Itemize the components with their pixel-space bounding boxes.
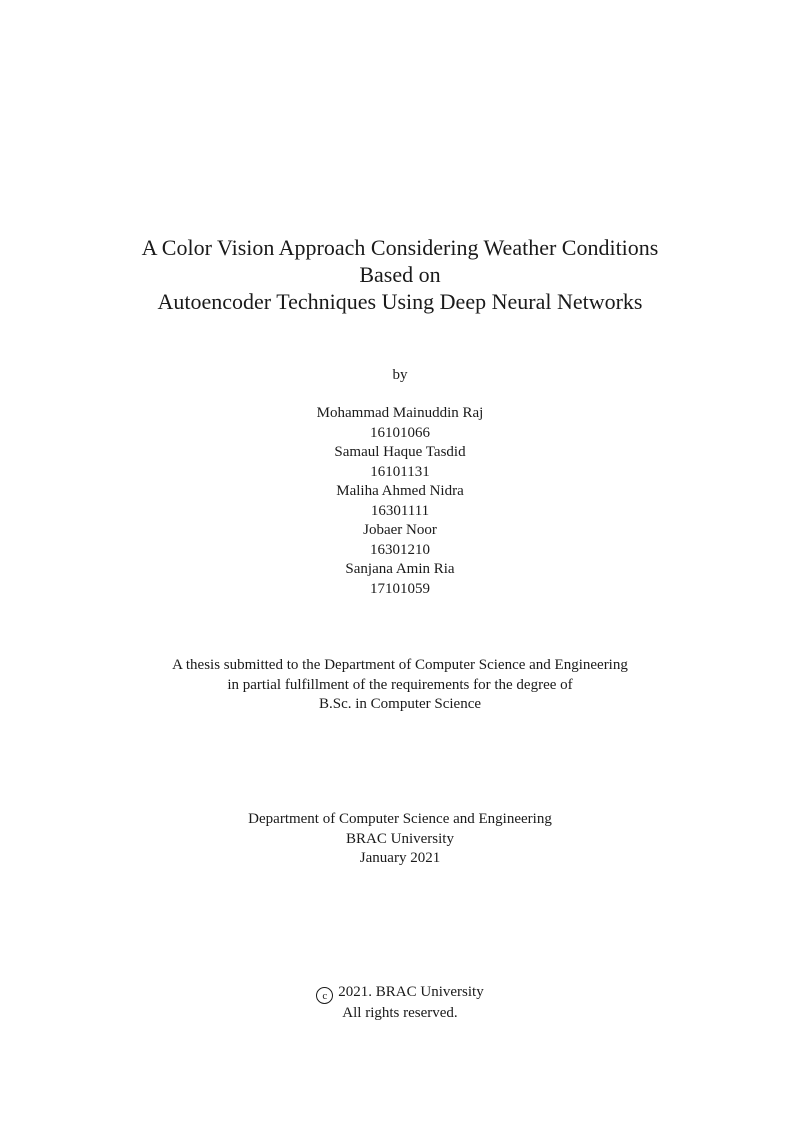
submission-date: January 2021 [359,850,441,866]
statement-line: B.Sc. in Computer Science [318,696,482,712]
thesis-statement [0,656,800,715]
thesis-title [0,234,800,315]
author-id: 16301210 [370,541,430,558]
title-line: A Color Vision Approach Considering Weather Conditions [141,235,659,260]
copyright-icon: c [316,987,333,1004]
author-name: Jobaer Noor [363,522,437,538]
author-id: 16301111 [370,502,430,519]
by-label: by [392,367,408,383]
author-id: 16101066 [370,424,430,441]
statement-line: A thesis submitted to the Department of Computer Science and Engineering [172,657,628,673]
author-list [0,404,800,599]
author-name: Mohammad Mainuddin Raj [316,405,484,421]
author-name: Maliha Ahmed Nidra [336,483,464,499]
institution [0,810,800,869]
title-line: Autoencoder Techniques Using Deep Neural Networks [157,289,643,314]
copyright-notice [0,983,800,1024]
title-line: Based on [359,262,441,287]
author-id: 17101059 [370,580,430,597]
author-name: Samaul Haque Tasdid [334,444,466,460]
rights-reserved: All rights reserved. [342,1005,458,1021]
university-name: BRAC University [346,830,454,847]
copyright-text: 2021. BRAC University [338,984,484,1000]
author-id: 16101131 [370,463,430,480]
author-name: Sanjana Amin Ria [345,561,455,577]
department-name: Department of Computer Science and Engineering [248,811,552,827]
copyright-line [0,983,800,1004]
statement-line: in partial fulfillment of the requirements for the degree of [227,676,573,693]
